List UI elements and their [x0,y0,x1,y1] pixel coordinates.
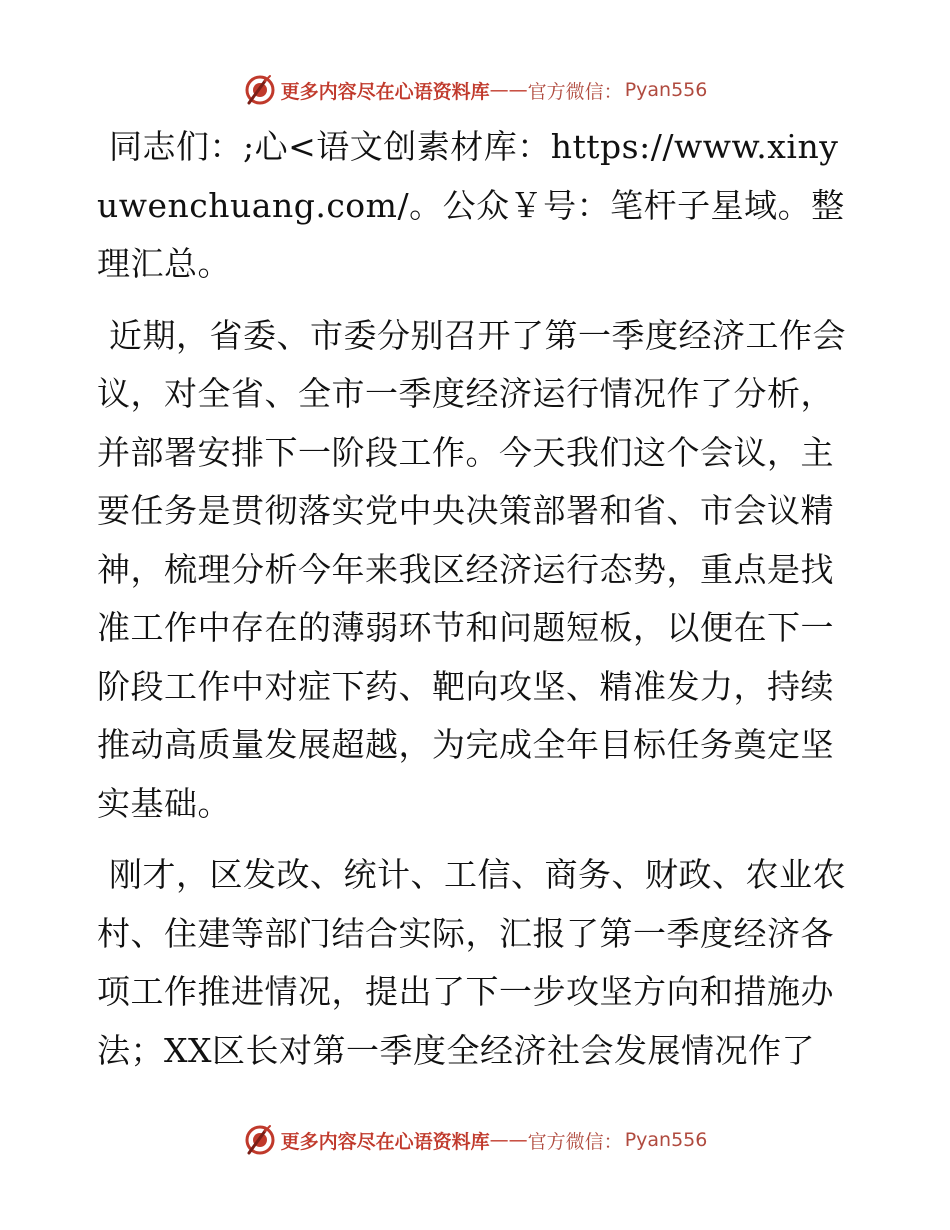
paragraph: 同志们：;心<语文创素材库：https://www.xinyuwenchuang.com/。公众￥号：笔杆子星域。整理汇总。 [97,127,845,283]
watermark-wechat-id: Pyan556 [624,79,708,101]
paragraph: 刚才，区发改、统计、工信、商务、财政、农业农村、住建等部门结合实际，汇报了第一季度经济各项工作推进情况，提出了下一步攻坚方向和措施办法；XX区长对第一季度全经济社会发展情况作了 [97,855,846,1070]
pen-circle-logo-icon [243,1123,277,1157]
watermark-dash: —— [489,1129,528,1151]
pen-circle-logo-icon [243,73,277,107]
watermark-official-label: 官方微信： [527,1130,623,1153]
watermark-dash: —— [489,79,528,101]
watermark-brand: 更多内容尽在心语资料库 [280,80,490,103]
header-watermark [0,70,950,110]
watermark-wechat-id: Pyan556 [624,1129,708,1151]
document-body [97,118,857,1093]
watermark-brand: 更多内容尽在心语资料库 [280,1130,490,1153]
footer-watermark [0,1120,950,1160]
paragraph: 近期，省委、市委分别召开了第一季度经济工作会议，对全省、全市一季度经济运行情况作了分析，并部署安排下一阶段工作。今天我们这个会议，主要任务是贯彻落实党中央决策部署和省、市会议精神，梳理分析今年来我区经济运行态势，重点是找准工作中存在的薄弱环节和问题短板，以便在下一阶段工作中对症下药、靶向攻坚、精准发力，持续推动高质量发展超越，为完成全年目标任务奠定坚实基础。 [97,315,846,823]
watermark-official-label: 官方微信： [527,80,623,103]
